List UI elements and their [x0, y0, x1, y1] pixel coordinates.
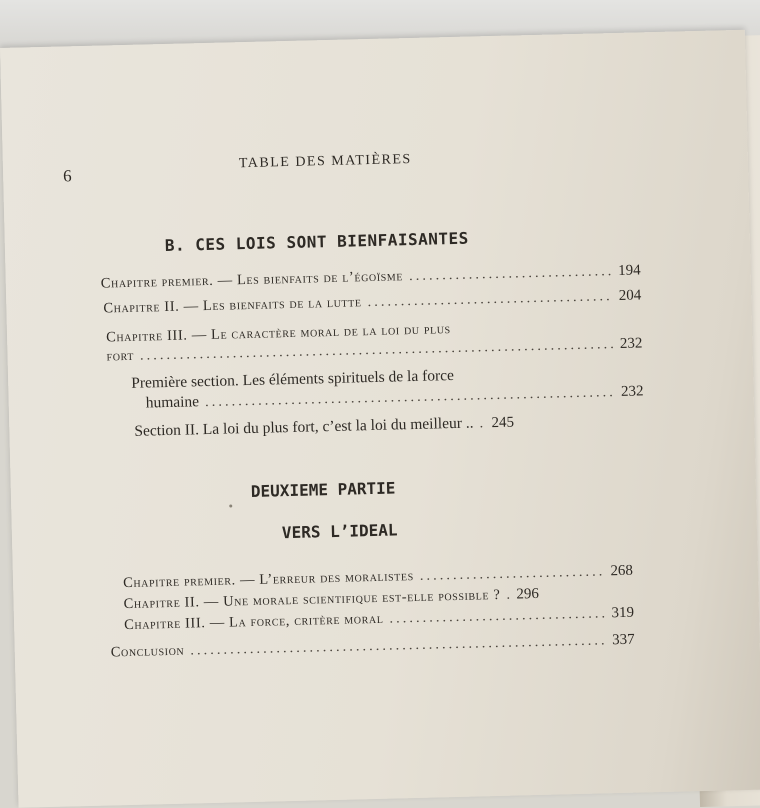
- part-subtitle: VERS L’IDEAL: [281, 520, 398, 543]
- toc-entry-title: Chapitre III. — Le caractère moral de la loi du plus: [105, 321, 451, 346]
- running-head: TABLE DES MATIÈRES: [238, 151, 412, 172]
- toc-entry-page: 245: [491, 414, 515, 432]
- toc-entry-title-continued: humaine: [145, 393, 200, 412]
- dot-leader: [190, 632, 606, 659]
- toc-entry: [134, 410, 644, 440]
- toc-entry: [111, 632, 635, 662]
- page-number: 6: [62, 166, 72, 186]
- toc-entry-title: Chapitre II. — Les bienfaits de la lutte: [103, 294, 362, 317]
- dot-leader: [389, 605, 605, 627]
- toc-entry-title: Chapitre III. — La force, critère moral: [123, 610, 384, 634]
- toc-entry-page: 232: [619, 335, 643, 352]
- toc-entry-title: Conclusion: [110, 642, 185, 661]
- dot-leader: [506, 587, 510, 604]
- part-title: DEUXIEME PARTIE: [250, 478, 396, 501]
- toc-entry-page: 204: [618, 287, 642, 304]
- toc-entry-page: 194: [617, 262, 641, 279]
- book-page: [0, 30, 760, 808]
- dot-leader: [420, 563, 605, 585]
- toc-entry-page: 268: [610, 562, 634, 580]
- toc-entry: [103, 287, 641, 317]
- toc-entry-page: 319: [611, 604, 635, 622]
- toc-entry-title: Section II. La loi du plus fort, c’est la loi du meilleur ..: [134, 414, 474, 440]
- paper-speck: [229, 504, 232, 507]
- toc-section-b: [101, 262, 645, 441]
- toc-part-two: [110, 562, 635, 661]
- dot-leader: [409, 263, 613, 285]
- dot-leader: [367, 288, 613, 311]
- toc-entry-page: 232: [620, 383, 644, 400]
- toc-entry-title: Chapitre premier. — L’erreur des moralistes: [122, 568, 414, 592]
- toc-entry-title: Chapitre premier. — Les bienfaits de l’égoïsme: [100, 268, 404, 292]
- toc-entry: [131, 362, 644, 412]
- toc-entry-title-continued: fort: [106, 347, 135, 365]
- dot-leader: [479, 415, 485, 432]
- toc-entry: [106, 316, 643, 365]
- section-title: B. CES LOIS SONT BIENFAISANTES: [164, 228, 470, 256]
- toc-entry-page: 296: [516, 585, 540, 603]
- toc-entry-page: 337: [611, 631, 635, 649]
- toc-entry: [101, 262, 641, 292]
- toc-entry-title: Chapitre II. — Une morale scientifique est-elle possible ?: [123, 586, 501, 613]
- toc-entry-title: Première section. Les éléments spirituels de la force: [131, 367, 455, 392]
